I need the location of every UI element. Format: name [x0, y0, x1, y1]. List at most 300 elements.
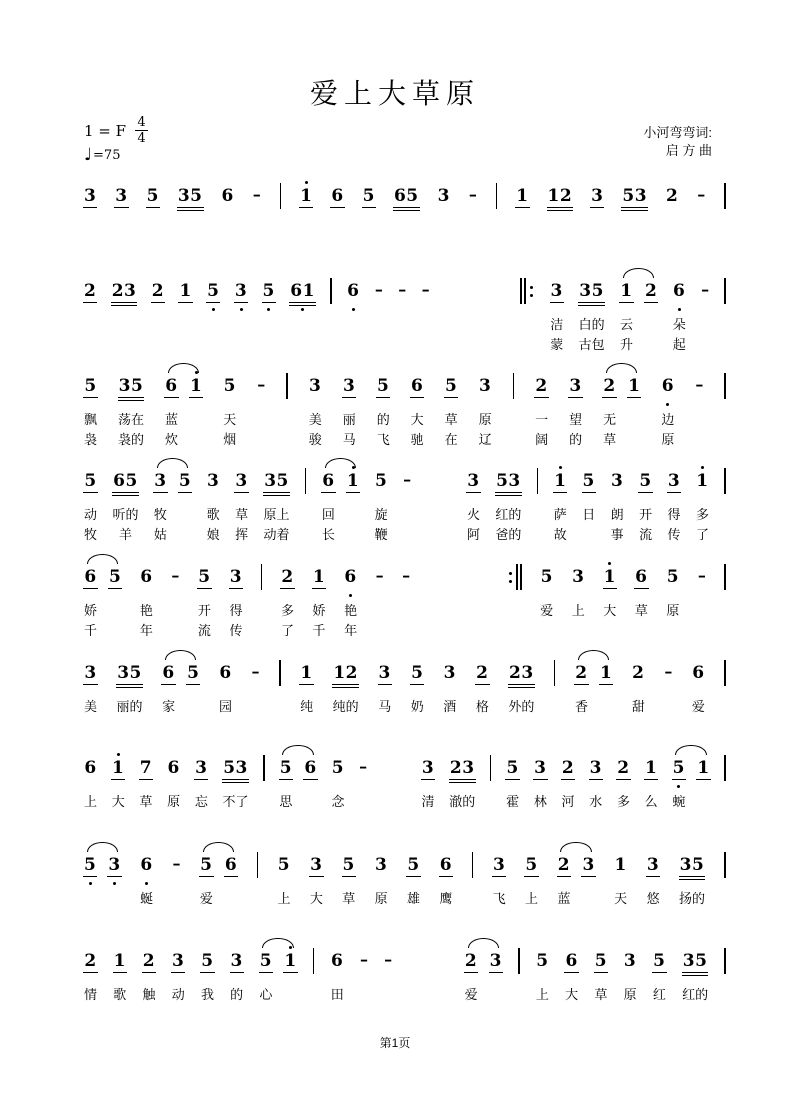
barline-stroke: [537, 468, 539, 494]
note: [696, 464, 709, 543]
lyric-line1: 原: [167, 794, 181, 809]
barline: [286, 369, 288, 399]
barline: [724, 751, 726, 781]
tie-group: [200, 848, 237, 907]
lyric-line2: 牧: [84, 527, 98, 542]
lyric-line1: 甜: [631, 699, 645, 714]
dot: [113, 882, 116, 885]
note-digit: 6: [140, 855, 153, 875]
dot: [701, 466, 704, 469]
note: [172, 944, 185, 1003]
note: [600, 656, 612, 695]
barline-stroke: [518, 948, 520, 974]
duration-dash: [171, 560, 179, 587]
note-digit: 1: [628, 376, 641, 396]
barline-stroke: [263, 755, 265, 781]
note: [263, 274, 275, 313]
note: [622, 179, 647, 218]
note-digit: 61: [290, 281, 315, 301]
duration-dash: [375, 274, 383, 301]
note: [569, 369, 582, 448]
note-digit: 5: [536, 951, 549, 971]
lyric-line1: 蜒: [140, 891, 154, 906]
barline: [513, 369, 515, 399]
lyric-line1: 草: [342, 891, 356, 906]
lyric-line1: 听的: [112, 507, 139, 522]
note-digit: 2: [476, 663, 489, 683]
note: [422, 751, 435, 810]
time-signature-denominator: 4: [137, 131, 146, 146]
note-digit: 6: [331, 951, 344, 971]
note: [377, 369, 390, 448]
dot: [305, 181, 308, 184]
note: [666, 560, 679, 619]
note: [259, 944, 272, 1003]
note: [697, 751, 709, 790]
duration-dash: [253, 179, 261, 206]
barline-stroke: [513, 373, 515, 399]
note-digit: 12: [333, 663, 358, 683]
lyric-line2: 马: [342, 432, 356, 447]
tie-group: [84, 848, 121, 887]
note: [200, 848, 213, 907]
tie-group: [603, 369, 640, 448]
note-digit: 5: [279, 758, 293, 778]
dot: [240, 308, 243, 311]
lyric-line2: 流: [639, 527, 653, 542]
lyric-line1: 艳: [139, 603, 153, 618]
lyric-line2: 原: [661, 432, 675, 447]
note: [672, 751, 685, 810]
note: [304, 751, 316, 790]
barline: [313, 944, 315, 974]
note: [284, 944, 296, 983]
note: [554, 464, 567, 543]
dash-glyph: –: [251, 662, 260, 681]
lyric-line1: 大: [309, 891, 323, 906]
note-digit: 5: [277, 855, 291, 875]
note: [84, 656, 97, 715]
octave-dot-above: [305, 179, 308, 186]
note-digit: 5: [506, 758, 519, 778]
dash-glyph: –: [701, 280, 710, 299]
barline-stroke: [724, 564, 726, 590]
note-digit: 5: [198, 567, 211, 587]
dot: [301, 308, 304, 311]
note: [589, 751, 602, 810]
note-digit: 35: [264, 471, 289, 491]
note: [112, 751, 125, 810]
notation-line: [84, 274, 726, 353]
note: [84, 369, 97, 448]
octave-dot-above: [195, 369, 198, 376]
note: [534, 751, 547, 810]
note: [300, 179, 312, 218]
note-digit: 5: [594, 951, 608, 971]
note-digit: 3: [108, 855, 121, 875]
note: [342, 848, 355, 907]
note: [495, 464, 521, 543]
note: [565, 944, 578, 1003]
note: [594, 944, 607, 1003]
octave-dot-above: [117, 751, 120, 758]
barline-stroke: [330, 278, 332, 304]
note-digit: 3: [115, 186, 128, 206]
lyric-line1: 多: [616, 794, 630, 809]
note-digit: 5: [207, 281, 220, 301]
thin-bar: [524, 278, 525, 304]
note-digit: 12: [547, 186, 573, 206]
lyric-line2: 驰: [410, 432, 424, 447]
barline: [261, 560, 263, 590]
note: [645, 274, 657, 313]
note: [411, 369, 424, 448]
lyric-line1: 大: [410, 412, 424, 427]
note: [195, 751, 208, 810]
barline: [724, 848, 726, 878]
note-digit: 1: [620, 281, 633, 301]
note-digit: 3: [195, 758, 208, 778]
barline-stroke: [472, 852, 474, 878]
barline-stroke: [490, 755, 492, 781]
lyric-line1: 一: [535, 412, 549, 427]
note-digit: 23: [111, 281, 137, 301]
lyric-line1: 边: [661, 412, 675, 427]
lyric-line1: 上: [277, 891, 291, 906]
note-digit: 3: [229, 567, 243, 587]
note-digit: 6: [635, 567, 648, 587]
note: [223, 751, 249, 810]
octave-dot-below: [301, 306, 304, 313]
dot: [89, 882, 92, 885]
note: [198, 560, 211, 639]
tie-group: [465, 944, 502, 1003]
lyric-line2: 年: [139, 623, 153, 638]
note: [84, 179, 96, 218]
note: [603, 369, 616, 448]
note-digit: 3: [478, 376, 492, 396]
note-digit: 5: [666, 567, 680, 587]
dash-glyph: –: [398, 280, 407, 299]
composer-credit: 启 方 曲: [665, 143, 712, 158]
lyric-line2: 娘: [206, 527, 220, 542]
barline-stroke: [279, 660, 281, 686]
note: [550, 274, 563, 353]
note: [603, 560, 616, 619]
note-digit: 65: [393, 186, 419, 206]
note-digit: 3: [437, 186, 450, 206]
note: [516, 179, 528, 218]
lyric-line1: 原: [623, 987, 637, 1002]
note-digit: 2: [644, 281, 658, 301]
lyric-line2: 了: [281, 623, 295, 638]
dash-glyph: –: [403, 470, 412, 489]
barline-stroke: [280, 183, 282, 209]
tie-group: [620, 274, 657, 353]
note-digit: 1: [312, 567, 326, 587]
tie-group: [672, 751, 709, 810]
lyric-line2: 骏: [308, 432, 322, 447]
note-digit: 2: [281, 567, 294, 587]
lyric-line1: 清: [421, 794, 435, 809]
lyric-line1: 朵: [672, 317, 686, 332]
note-digit: 1: [179, 281, 192, 301]
dash-glyph: –: [171, 566, 180, 585]
note-digit: 3: [623, 951, 637, 971]
barline: [490, 751, 492, 781]
lyric-line1: 爱: [464, 987, 478, 1002]
note: [322, 464, 335, 543]
note-digit: 5: [262, 281, 275, 301]
note: [178, 179, 203, 218]
dot: [677, 785, 680, 788]
key-label: 1 = F: [84, 121, 127, 140]
lyric-line1: 格: [475, 699, 489, 714]
lyric-line2: 千: [84, 623, 98, 638]
barline-stroke: [724, 183, 726, 209]
lyric-line1: 云: [619, 317, 633, 332]
note-digit: 6: [84, 758, 97, 778]
notation-line: [84, 464, 726, 543]
song-title: 爱上大草原: [309, 77, 480, 110]
note: [207, 274, 219, 313]
note-digit: 5: [109, 567, 122, 587]
lyric-line1: 马: [378, 699, 392, 714]
note-digit: 6: [692, 663, 705, 683]
lyric-line1: 天: [614, 891, 628, 906]
note-digit: 2: [557, 855, 571, 875]
note-digit: 53: [622, 186, 648, 206]
note: [673, 274, 686, 353]
lyric-line1: 朗: [610, 507, 624, 522]
note-digit: 2: [632, 663, 645, 683]
note-digit: 35: [117, 663, 142, 683]
note-digit: 3: [589, 758, 602, 778]
dash-glyph: –: [375, 566, 384, 585]
note-digit: 2: [142, 951, 156, 971]
note: [333, 656, 359, 715]
duration-dash: [469, 179, 477, 206]
lyric-line1: 情: [84, 987, 98, 1002]
tie-group: [259, 944, 296, 1003]
barline-stroke: [724, 755, 726, 781]
note: [165, 369, 178, 448]
note: [628, 369, 640, 408]
note: [331, 179, 343, 218]
lyric-line1: 鹰: [439, 891, 453, 906]
note: [438, 179, 450, 218]
note-digit: 3: [550, 281, 563, 301]
note-digit: 23: [509, 663, 534, 683]
lyric-line1: 红: [652, 987, 666, 1002]
note: [632, 656, 645, 715]
lyric-line1: 原: [374, 891, 388, 906]
note-digit: 6: [304, 758, 317, 778]
dot: [145, 882, 148, 885]
note-digit: 1: [112, 758, 125, 778]
octave-dot-below: [352, 306, 355, 313]
barline-stroke: [313, 948, 315, 974]
lyric-line1: 家: [162, 699, 176, 714]
note: [223, 369, 236, 448]
lyric-line1: 的: [230, 987, 244, 1002]
section-gap: [445, 274, 505, 275]
lyric-line1: 不了: [222, 794, 249, 809]
lyric-line2: 年: [344, 623, 358, 638]
note: [490, 944, 502, 983]
barline-stroke: [257, 852, 259, 878]
section-gap: [382, 751, 407, 752]
note-digit: 5: [331, 758, 345, 778]
note-digit: 3: [646, 855, 660, 875]
tempo-value: =75: [93, 148, 121, 163]
note-digit: 5: [187, 663, 200, 683]
key-signature-block: [84, 116, 148, 163]
note: [639, 464, 652, 543]
lyric-line1: 田: [330, 987, 344, 1002]
note: [113, 944, 126, 1003]
thick-bar: [520, 564, 522, 590]
note: [620, 274, 633, 353]
note: [84, 560, 97, 639]
duration-dash: [402, 560, 410, 587]
lyric-line2: 升: [619, 337, 633, 352]
note: [310, 848, 323, 907]
note: [190, 369, 202, 408]
lyric-line2: 袅的: [117, 432, 144, 447]
note: [344, 560, 357, 639]
note: [179, 274, 191, 313]
note: [525, 848, 538, 907]
lyric-line1: 上: [535, 987, 549, 1002]
lyric-line2: 在: [444, 432, 458, 447]
note: [147, 179, 159, 218]
lyric-line1: 澈的: [449, 794, 476, 809]
lyric-line2: 流: [197, 623, 211, 638]
notation-line: [84, 848, 726, 907]
lyric-line1: 歌: [206, 507, 220, 522]
note-digit: 3: [492, 855, 506, 875]
barline: [724, 560, 726, 590]
section-gap: [427, 464, 452, 465]
note: [467, 464, 480, 543]
note: [281, 560, 294, 639]
note-digit: 2: [666, 186, 679, 206]
note: [439, 848, 452, 907]
barline: [724, 944, 726, 974]
note: [668, 464, 681, 543]
lyric-line2: 爸的: [495, 527, 522, 542]
dot: [352, 466, 355, 469]
note-digit: 6: [673, 281, 686, 301]
note-digit: 3: [154, 471, 167, 491]
note-digit: 3: [610, 471, 624, 491]
lyric-line2: 姑: [153, 527, 167, 542]
barline: [279, 656, 281, 686]
lyric-line1: 水: [589, 794, 603, 809]
lyric-line1: 日: [582, 507, 596, 522]
note: [115, 179, 127, 218]
dot: [267, 308, 270, 311]
dot: [666, 403, 669, 406]
note: [682, 944, 708, 1003]
note: [300, 656, 313, 715]
note-digit: 3: [309, 376, 322, 396]
note-digit: 6: [167, 758, 180, 778]
barline: [305, 464, 307, 494]
note-digit: 3: [572, 567, 585, 587]
lyric-line1: 爱: [199, 891, 213, 906]
note: [635, 560, 648, 619]
note: [562, 751, 575, 810]
lyric-line1: 纯: [300, 699, 314, 714]
lyricist-credit: 小河弯弯词:: [643, 125, 712, 140]
barline-stroke: [724, 468, 726, 494]
note: [347, 464, 359, 503]
note: [112, 464, 138, 543]
lyric-line1: 丽的: [116, 699, 143, 714]
note-digit: 5: [582, 471, 595, 491]
note: [378, 656, 391, 715]
note: [84, 848, 96, 887]
note: [506, 751, 519, 810]
note-digit: 3: [582, 855, 595, 875]
note: [167, 751, 180, 810]
note-digit: 5: [84, 855, 97, 875]
note: [117, 656, 143, 715]
note-digit: 5: [201, 951, 214, 971]
note: [582, 464, 595, 523]
note-digit: 5: [84, 376, 97, 396]
note-digit: 6: [219, 663, 232, 683]
octave-dot-below: [349, 592, 352, 599]
note: [375, 464, 388, 543]
note-digit: 3: [569, 376, 582, 396]
barline: [554, 656, 556, 686]
dash-glyph: –: [359, 950, 368, 969]
lyric-line1: 触: [142, 987, 156, 1002]
note: [591, 179, 603, 218]
lyric-line1: 原上: [263, 507, 290, 522]
tie-group: [575, 656, 612, 715]
note: [548, 179, 573, 218]
note-digit: 5: [84, 471, 97, 491]
note: [142, 944, 155, 1003]
note: [201, 944, 214, 1003]
octave-dot-below: [678, 306, 681, 313]
credits-block: [643, 124, 712, 160]
dot: [509, 580, 512, 583]
duration-dash: [384, 944, 392, 971]
note-digit: 5: [525, 855, 538, 875]
lyric-line1: 动: [84, 507, 98, 522]
dot: [678, 308, 681, 311]
note-digit: 1: [599, 663, 613, 683]
note-digit: 1: [697, 758, 710, 778]
lyric-line1: 草: [594, 987, 608, 1002]
note: [666, 179, 678, 218]
octave-dot-below: [145, 880, 148, 887]
note: [449, 751, 475, 810]
barline: [724, 179, 726, 209]
barline: [472, 848, 474, 878]
note-digit: 23: [449, 758, 475, 778]
note: [692, 656, 705, 715]
note-digit: 3: [206, 471, 220, 491]
thin-bar: [516, 564, 517, 590]
octave-dot-below: [267, 306, 270, 313]
note-digit: 35: [579, 281, 604, 301]
